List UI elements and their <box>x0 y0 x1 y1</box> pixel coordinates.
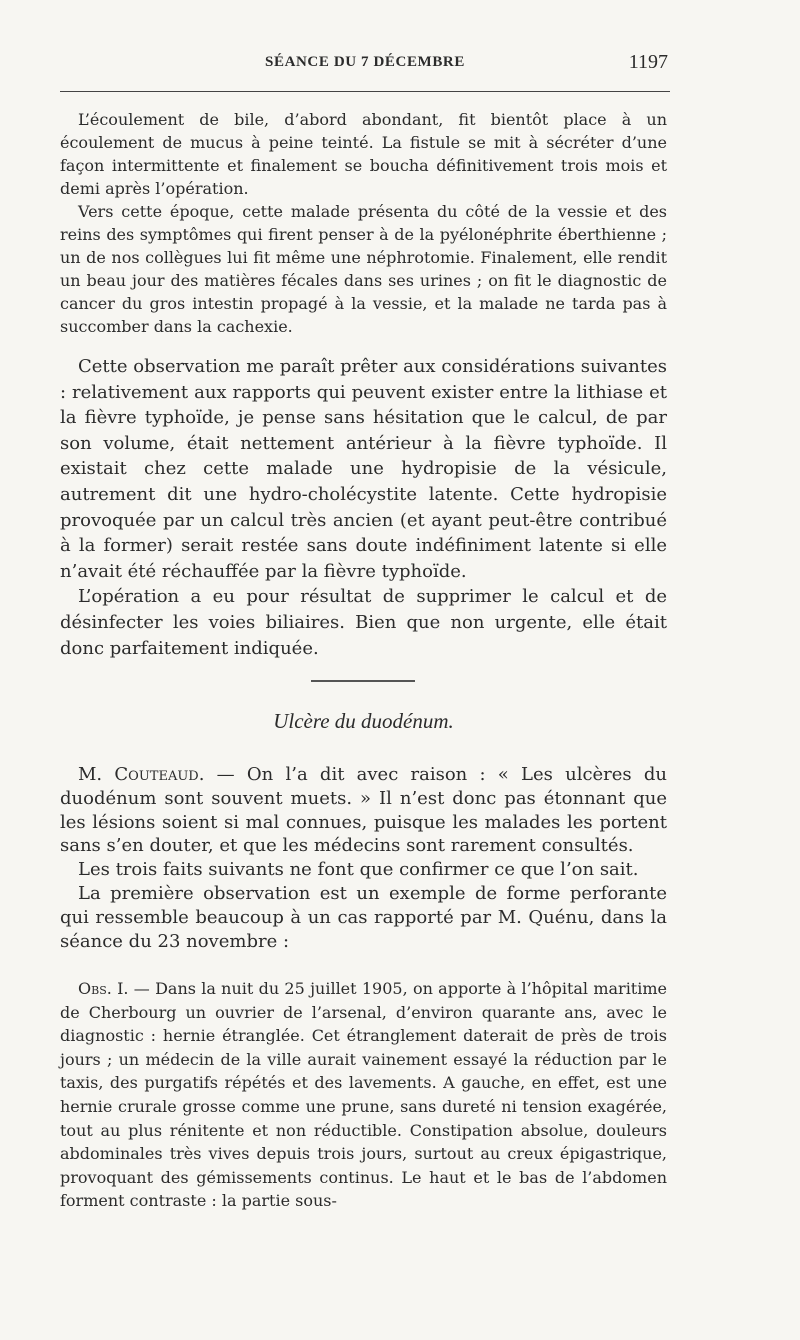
paragraph: Les trois faits suivants ne font que confirmer ce que l’on sait. <box>78 859 639 881</box>
text-block-considerations <box>60 354 667 661</box>
paragraph: Cette observation me paraît prêter aux considérations suivantes : relativement aux rapports qui peuvent exister entre la lithiase et la fièvre typhoïde, je pense sans hésitation que le calcul, de par son volume, était nettement antérieur à la fièvre typhoïde. Il existait chez cette malade une hydropisie de la vésicule, autrement dit une hydro-cholécystite latente. Cette hydropisie provoquée par un calcul très ancien (et ayant peut-être contribué à la former) serait restée sans doute indéfiniment latente si elle n’avait été réchauffée par la fièvre typhoïde. <box>60 356 667 582</box>
paragraph: L’écoulement de bile, d’abord abondant, fit bientôt place à un écoulement de mucus à peine teinté. La fistule se mit à sécréter d’une façon intermittente et finalement se boucha définitivement trois mois et demi après l’opération. <box>60 110 667 198</box>
paragraph <box>60 977 667 1213</box>
speaker-suffix: . — <box>198 764 247 785</box>
observation-text: — Dans la nuit du 25 juillet 1905, on apporte à l’hôpital maritime de Cherbourg un ouvrier de l’arsenal, d’environ quarante ans, avec le diagnostic : hernie étranglée. Cet étranglement daterait de près de trois jours ; un médecin de la ville aurait vainement essayé la réduction par le taxis, des purgatifs répétés et des lavements. A gauche, en effet, est une hernie crurale grosse comme une prune, sans dureté ni tension exagérée, tout au plus rénitente et non réductible. Constipation absolue, douleurs abdominales très vives depuis trois jours, surtout au creux épigastrique, provoquant des gémissements continus. Le haut et le bas de l’abdomen forment contraste : la partie sous- <box>60 979 667 1211</box>
observation-label: Obs. I. <box>78 979 129 998</box>
text-block-observation-one <box>60 977 667 1213</box>
paragraph-text: On l’a dit avec raison : « Les ulcères du duodénum sont souvent muets. » Il n’est donc pas étonnant que les lésions soient si mal connues, puisque les malades les portent sans s’en douter, et que les médecins sont rarement consultés. <box>60 764 668 857</box>
running-head <box>60 51 670 78</box>
section-heading: Ulcère du duodénum. <box>273 709 454 733</box>
speaker-prefix: M. <box>78 764 115 785</box>
paragraph: La première observation est un exemple de forme perforante qui ressemble beaucoup à un cas rapporté par M. Quénu, dans la séance du 23 novembre : <box>60 882 667 952</box>
paragraph <box>60 763 667 858</box>
page-number: 1197 <box>628 51 668 73</box>
paragraph: Vers cette époque, cette malade présenta du côté de la vessie et des reins des symptômes qui firent penser à de la pyélonéphrite éberthienne ; un de nos collègues lui fit même une néphrotomie. Finalement, elle rendit un beau jour des matières fécales dans ses urines ; on fit le diagnostic de cancer du gros intestin propagé à la vessie, et la malade ne tarda pas à succomber dans la cachexie. <box>60 202 667 336</box>
text-block-bile-observation <box>60 108 667 338</box>
header-rule <box>60 91 670 92</box>
running-title: SÉANCE DU 7 DÉCEMBRE <box>265 54 465 70</box>
paragraph: L’opération a eu pour résultat de supprimer le calcul et de désinfecter les voies biliaires. Bien que non urgente, elle était donc parfaitement indiquée. <box>60 586 667 659</box>
speaker-name: Couteaud <box>114 764 199 785</box>
text-block-couteaud <box>60 763 667 953</box>
section-divider <box>311 680 415 682</box>
